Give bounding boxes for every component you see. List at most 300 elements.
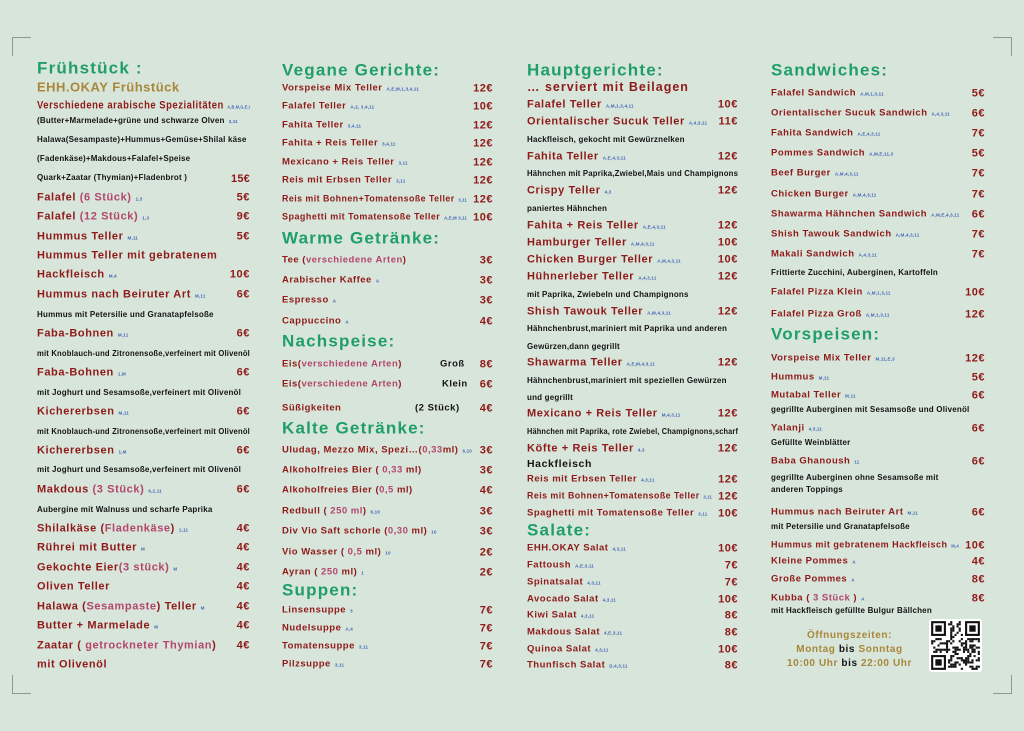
item-text (282, 526, 437, 536)
item-text (527, 543, 626, 553)
item-text (527, 491, 712, 501)
allergen-codes: A,M,4,3,11 (895, 232, 920, 238)
allergen-codes: A,M,4,3,11 (647, 310, 671, 316)
allergen-codes: 3,11 (398, 160, 408, 166)
item-name: Chicken Burger Teller (527, 253, 654, 266)
item-size: Klein (442, 378, 468, 390)
item-text (37, 389, 241, 397)
item-text (282, 62, 440, 79)
item-name-tail: ) (398, 358, 402, 370)
day-sep: bis (838, 644, 856, 655)
menu-item (37, 602, 250, 613)
allergen-codes: 3,11 (228, 119, 238, 124)
section-heading (527, 62, 738, 79)
allergen-codes: 4,3,11 (602, 597, 617, 603)
item-name: mit Knoblauch-und Zitronensoße,verfeinert mit Olivenöl (37, 349, 250, 358)
item-name: Tee ( (282, 254, 306, 266)
item-price: 10€ (965, 539, 985, 552)
item-text (37, 60, 143, 77)
item-text (282, 295, 336, 305)
item-description (37, 311, 250, 319)
item-price: 5€ (236, 230, 250, 243)
item-text (37, 506, 213, 514)
item-text (771, 88, 884, 98)
item-detail: getrockneter Thymian (85, 639, 213, 652)
item-name: EHH.OKAY Salat (527, 542, 609, 554)
item-text (527, 100, 634, 111)
item-text (527, 522, 591, 539)
item-text (37, 563, 177, 574)
item-name: Falafel (37, 191, 80, 204)
item-name: Pommes Sandwich (771, 147, 866, 159)
item-description (527, 291, 738, 299)
time-sep: bis (841, 658, 858, 669)
qr-code-icon[interactable] (929, 619, 982, 672)
item-description (527, 428, 738, 436)
item-name: Hummus mit gebratenem Hackfleisch (771, 539, 948, 551)
item-price: 10€ (718, 643, 738, 656)
item-price: 12€ (717, 356, 738, 369)
item-price: 7€ (724, 576, 738, 589)
item-name: Eis( (282, 378, 302, 390)
item-text (527, 186, 611, 197)
item-name: (Fadenkäse)+Makdous+Falafel+Speise (37, 154, 191, 163)
item-price: 12€ (717, 442, 738, 455)
item-name: gegrillte Auberginen ohne Sesamsoße mit (771, 473, 939, 482)
item-price: 7€ (479, 640, 493, 653)
item-name: Eis( (282, 358, 302, 370)
item-description (527, 170, 738, 178)
item-description (771, 474, 985, 482)
menu-item (37, 621, 250, 632)
item-price: 15€ (231, 173, 250, 185)
menu-item (37, 524, 250, 535)
opening-hours (772, 630, 927, 669)
item-description (527, 343, 738, 351)
menu-item (282, 157, 493, 167)
item-description (771, 406, 985, 414)
item-text (771, 269, 938, 277)
menu-item (282, 120, 493, 130)
item-name: Süßigkeiten (282, 402, 342, 414)
item-name: Div Vio Saft schorle ( (282, 525, 388, 537)
allergen-codes: A (345, 319, 349, 325)
item-price: 5€ (971, 87, 985, 100)
menu-item (282, 567, 493, 577)
item-price: 4€ (479, 315, 493, 328)
item-text (37, 368, 126, 379)
item-name: Halawa(Sesampaste)+Hummus+Gemüse+Shilal käse (37, 135, 247, 144)
item-price: 12€ (473, 137, 493, 150)
allergen-codes: M,11 (907, 510, 919, 516)
allergen-codes: A,B,M,G,E,I (227, 104, 251, 110)
item-text (771, 474, 939, 482)
item-text (527, 117, 707, 128)
item-text (527, 255, 681, 266)
item-text (282, 101, 374, 111)
item-name-tail: ml) (408, 525, 428, 537)
item-text (771, 593, 865, 603)
item-name: Quark+Zaatar (Thymian)+Fladenbrot ) (37, 173, 188, 182)
item-name: Yalanji (771, 422, 805, 434)
item-name: Alkoholfreies Bier ( (282, 484, 380, 496)
item-description (527, 459, 738, 470)
item-price: 12€ (717, 305, 738, 318)
item-text (37, 101, 250, 112)
item-name: Hamburger Teller (527, 236, 627, 249)
allergen-codes: 3,4,11 (382, 141, 396, 147)
menu-item (282, 379, 493, 389)
menu-item (527, 255, 738, 266)
menu-item (282, 194, 493, 204)
item-name: Mexicano + Reis Teller (282, 156, 395, 168)
item-name: Verschiedene arabische Spezialitäten (37, 99, 224, 112)
item-price: 4€ (236, 580, 250, 593)
item-name: Reis mit Erbsen Teller (527, 473, 638, 485)
section-heading (282, 333, 493, 350)
menu-item (282, 316, 493, 326)
menu-item (771, 168, 985, 178)
allergen-codes: 1,M (117, 371, 126, 377)
menu-item (771, 209, 985, 219)
item-text (282, 567, 364, 577)
allergen-codes: 3,11 (396, 178, 406, 184)
item-text (282, 255, 406, 265)
menu-item (527, 358, 738, 369)
item-price: 7€ (971, 188, 985, 201)
item-text (771, 486, 843, 494)
item-name: Fahita + Reis Teller (527, 219, 639, 232)
item-description (37, 117, 250, 125)
menu-item (771, 593, 985, 603)
item-text (282, 379, 402, 389)
item-description (527, 394, 738, 402)
item-text (527, 238, 655, 249)
allergen-codes: A,4,3,11 (638, 275, 657, 281)
item-text (37, 136, 247, 144)
item-price: 5€ (971, 371, 985, 384)
item-text (527, 444, 645, 455)
allergen-codes: A,M,1,3,11 (865, 312, 890, 318)
item-name: Espresso (282, 294, 329, 306)
item-price: 12€ (473, 119, 493, 132)
item-price: 6€ (236, 405, 250, 418)
item-detail: (12 Stück) (79, 210, 139, 223)
item-price: 6€ (971, 506, 985, 519)
allergen-codes: M,11 (118, 410, 130, 416)
item-text (282, 582, 358, 599)
item-price: 4€ (236, 522, 250, 535)
item-description (771, 269, 985, 277)
allergen-codes: 3,4,11 (347, 123, 362, 129)
menu-item (527, 272, 738, 283)
item-price: 4€ (236, 600, 250, 613)
allergen-codes: A,M,4,3,11 (834, 171, 859, 177)
menu-item (37, 368, 250, 379)
item-name: paniertes Hähnchen (527, 204, 608, 213)
item-price: 7€ (479, 622, 493, 635)
item-name: Hummus (771, 371, 815, 383)
menu-item (282, 101, 493, 111)
item-name: Faba-Bohnen (37, 366, 114, 379)
item-text (771, 607, 932, 615)
day-from: Montag (796, 644, 836, 655)
menu-item (527, 186, 738, 197)
item-text (527, 610, 594, 620)
item-price: 6€ (971, 389, 985, 402)
menu-item (771, 372, 985, 382)
menu-item (527, 560, 738, 570)
item-text (282, 641, 368, 651)
item-name: Gekochte Eier (37, 561, 119, 574)
item-text (527, 205, 607, 213)
allergen-codes: A,E,M 3,11 (444, 215, 468, 221)
item-name: Oliven Teller (37, 580, 111, 593)
item-detail: 0,33 (422, 444, 443, 456)
item-text (771, 556, 856, 566)
allergen-codes: 4,3,11 (587, 580, 601, 586)
section-heading (282, 230, 493, 247)
item-text (527, 358, 655, 369)
item-text (37, 466, 241, 474)
item-name: Hackfleisch, gekocht mit Gewürznelken (527, 135, 685, 144)
item-text (37, 81, 180, 94)
menu-item (37, 232, 250, 243)
item-name: Kubba ( (771, 592, 813, 604)
menu-item (527, 508, 738, 518)
menu-item (771, 287, 985, 297)
menu-item (282, 659, 493, 669)
item-text (527, 394, 573, 402)
item-text (527, 136, 685, 144)
allergen-codes: A,E,4,3,11 (642, 224, 666, 230)
item-text (37, 524, 188, 535)
item-price: 12€ (717, 407, 738, 420)
item-text (771, 456, 860, 466)
corner-mark (12, 675, 31, 694)
item-name: Reis mit Bohnen+Tomatensoße Teller (527, 490, 700, 502)
menu-item (282, 485, 493, 495)
menu-item (771, 574, 985, 584)
allergen-codes: A,M,4,3,11 (852, 192, 877, 198)
item-text (282, 83, 419, 93)
item-text (282, 506, 380, 516)
item-name: Orientalischer Sucuk Teller (527, 115, 685, 128)
allergen-codes: 4,3,11 (641, 477, 655, 483)
item-text (527, 409, 681, 420)
allergen-codes: M,11,E,3 (875, 356, 895, 362)
item-text (527, 660, 628, 670)
item-name: Crispy Teller (527, 184, 601, 197)
item-name: mit Knoblauch-und Zitronensoße,verfeinert mit Olivenöl (37, 427, 250, 436)
item-text (771, 523, 910, 531)
allergen-codes: A,E,4,3,11 (857, 131, 881, 137)
section-heading (527, 522, 738, 539)
item-text (282, 659, 344, 669)
allergen-codes: A (852, 559, 856, 565)
item-text (771, 309, 890, 319)
menu-item (37, 582, 250, 593)
menu-item (771, 148, 985, 158)
item-text (771, 406, 969, 414)
allergen-codes: 4,E,3,11 (604, 630, 623, 636)
menu-item (282, 445, 493, 455)
item-name: Vorspeise Mix Teller (771, 352, 872, 364)
item-name: Falafel Pizza Groß (771, 308, 862, 320)
allergen-codes: 3,11 (358, 644, 369, 650)
item-text (527, 594, 616, 604)
menu-item (37, 101, 250, 112)
item-text (37, 117, 238, 125)
allergen-codes: A (375, 278, 380, 284)
allergen-codes: 10 (385, 550, 391, 556)
item-price: 7€ (479, 604, 493, 617)
item-text (282, 445, 472, 455)
item-text (527, 291, 689, 299)
item-detail: 0,33 (382, 464, 403, 476)
item-name: Große Pommes (771, 573, 848, 585)
menu-item (527, 610, 738, 620)
item-price: 4€ (479, 402, 493, 415)
item-text (771, 326, 880, 343)
item-name: Shish Tawouk Sandwich (771, 228, 892, 240)
menu-item (37, 660, 250, 671)
item-name: Mexicano + Reis Teller (527, 407, 658, 420)
item-price: 3€ (479, 444, 493, 457)
item-name: anderen Toppings (771, 485, 843, 494)
allergen-codes: A,M,4,3,11 (657, 258, 681, 264)
menu-item (37, 212, 250, 223)
item-text (282, 212, 467, 222)
item-price: 8€ (971, 592, 985, 605)
item-detail: 250 ml (330, 505, 363, 517)
item-name: Shawarma Hähnchen Sandwich (771, 208, 928, 220)
item-name: Spinatsalat (527, 576, 584, 588)
item-name: Hackfleisch (37, 268, 105, 281)
item-name: Vio Wasser ( (282, 546, 348, 558)
allergen-codes: 6,2,11 (148, 488, 162, 494)
item-name: Baba Ghanoush (771, 455, 851, 467)
item-name-tail: ml) (362, 546, 382, 558)
item-name-tail: ml) (402, 464, 422, 476)
item-name: Uludag, Mezzo Mix, Spezi…( (282, 444, 423, 456)
item-price: 12€ (965, 308, 985, 321)
item-name: Tomatensuppe (282, 640, 355, 652)
item-text (527, 474, 655, 484)
menu-item (282, 175, 493, 185)
item-name: Hühnerleber Teller (527, 270, 635, 283)
item-name: Suppen: (282, 580, 359, 600)
item-price: 4€ (236, 639, 250, 652)
item-text (282, 316, 349, 326)
item-text (282, 485, 413, 495)
item-name: Hähnchen mit Paprika, rote Zwiebel, Champignons,scharf (527, 427, 739, 436)
item-text (527, 152, 626, 163)
section-heading (37, 60, 250, 77)
menu-item (527, 660, 738, 670)
section-heading (282, 582, 493, 599)
item-price: 8€ (971, 573, 985, 586)
item-price: 8€ (479, 358, 493, 371)
time-from: 10:00 Uhr (787, 658, 838, 669)
menu-item (527, 152, 738, 163)
item-price: 7€ (724, 559, 738, 572)
allergen-codes: A,4,3,11 (858, 252, 877, 258)
item-name-tail: ) (850, 592, 858, 604)
item-name: Hackfleisch (527, 457, 592, 470)
item-text (527, 428, 738, 436)
item-description (527, 136, 738, 144)
item-name: Salate: (527, 520, 592, 540)
item-text (771, 209, 960, 219)
menu-item (527, 577, 738, 587)
item-text (37, 212, 149, 223)
item-text (37, 428, 250, 436)
allergen-codes: A,2, 3,4,11 (350, 104, 375, 110)
item-name: Redbull ( (282, 505, 331, 517)
menu-column-vegan-drinks (282, 0, 493, 731)
item-text (771, 540, 959, 550)
item-size: Groß (440, 358, 465, 370)
allergen-codes: M (173, 566, 178, 572)
item-name: Aubergine mit Walnuss und scharfe Paprika (37, 505, 213, 514)
allergen-codes: 1,3 (142, 215, 150, 221)
item-name: Reis mit Bohnen+Tomatensoße Teller (282, 193, 455, 205)
item-name: Hauptgerichte: (527, 60, 664, 80)
item-price: 3€ (479, 294, 493, 307)
item-text (37, 543, 145, 554)
item-text (527, 325, 727, 333)
item-description (37, 350, 250, 358)
menu-item (527, 444, 738, 455)
item-name: Falafel Teller (282, 100, 347, 112)
item-text (771, 62, 888, 79)
item-name: Köfte + Reis Teller (527, 442, 634, 455)
allergen-codes: 10 (431, 529, 437, 535)
item-price: 8€ (724, 659, 738, 672)
item-description (771, 486, 985, 494)
item-text (282, 157, 408, 167)
item-text (37, 174, 187, 182)
item-text (527, 644, 609, 654)
item-name: und gegrillt (527, 393, 573, 402)
item-name: mit Hackfleisch gefüllte Bulgur Bällchen (771, 606, 932, 615)
item-name-tail: ) (362, 505, 367, 517)
item-price: 7€ (479, 658, 493, 671)
item-description (527, 377, 738, 385)
item-name: Chicken Burger (771, 188, 849, 200)
item-text (37, 660, 107, 671)
item-price: 6€ (971, 455, 985, 468)
menu-item (771, 229, 985, 239)
item-text (771, 287, 891, 297)
item-detail: 3 Stück (813, 592, 851, 604)
menu-item (282, 641, 493, 651)
item-text (771, 108, 950, 118)
item-price: 6€ (971, 208, 985, 221)
item-text (771, 128, 880, 138)
menu-item (282, 295, 493, 305)
allergen-codes: A,M,4,3,11 (630, 241, 655, 247)
item-detail: (3 stück) (118, 561, 170, 574)
allergen-codes: 4,3,11 (580, 613, 595, 619)
item-text (282, 420, 426, 437)
item-name: Cappuccino (282, 315, 342, 327)
menu-item (771, 507, 985, 517)
menu-item (282, 526, 493, 536)
item-price: 6€ (971, 422, 985, 435)
item-name: Hummus nach Beiruter Art (771, 506, 904, 518)
